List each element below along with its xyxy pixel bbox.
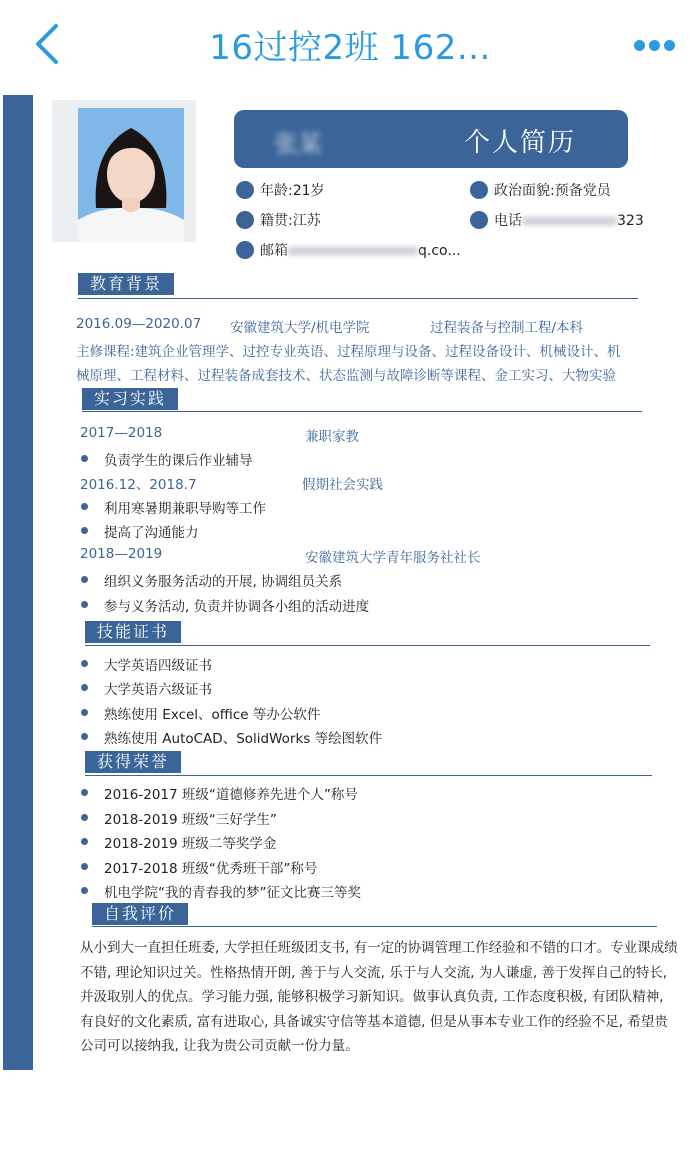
education-major: 过程装备与控制工程/本科 — [430, 320, 584, 336]
education-courses-line2: 械原理、工程材料、过程装备成套技术、状态监测与故障诊断等课程、金工实习、大物实验 — [76, 368, 616, 384]
section-divider — [85, 645, 650, 646]
resume-side-rail — [3, 95, 33, 1070]
practice-period: 2016.12、2018.7 — [80, 477, 197, 493]
practice-period: 2017—2018 — [80, 425, 163, 441]
portrait-image — [78, 108, 184, 242]
person-icon — [470, 181, 488, 199]
education-school: 安徽建筑大学/机电学院 — [230, 320, 370, 336]
list-item: 组织义务服务活动的开展, 协调组员关系 — [104, 570, 342, 590]
section-honors-heading: 获得荣誉 — [85, 751, 181, 773]
section-divider — [92, 926, 657, 927]
practice-period: 2018—2019 — [80, 546, 163, 562]
age-field: 年龄:21岁 — [236, 180, 325, 200]
phone-field: 电话 323 — [470, 210, 644, 230]
location-pin-icon — [236, 211, 254, 229]
political-field: 政治面貌:预备党员 — [470, 180, 611, 200]
phone-icon — [470, 211, 488, 229]
top-nav-bar — [0, 0, 700, 90]
list-item: 参与义务活动, 负责并协调各小组的活动进度 — [104, 595, 369, 615]
list-item: 利用寒暑期兼职导购等工作 — [104, 497, 266, 517]
section-education-heading: 教育背景 — [78, 273, 174, 295]
self-evaluation-text: 从小到大一直担任班委, 大学担任班级团支书, 有一定的协调管理工作经验和不错的口才。专业课成绩不错, 理论知识过关。性格热情开朗, 善于与人交流, 乐于与人交流, 为人谦虚, 善于发挥自己的特长, 并汲取别人的优点。学习能力强, 能够积极学习新知识。做事认真负责, 工作态度积极, 有团队精神, 有良好的文化素质, 富有进取心, 具备诚实守信等基本道德, 但是从事本专业工作的经验不足, 希望贵公司可以接纳我, 让我为贵公司贡献一份力量。 — [80, 940, 678, 1054]
list-item: 负责学生的课后作业辅导 — [104, 449, 253, 469]
list-item: 2018-2019 班级“三好学生” — [104, 808, 277, 828]
list-item: 大学英语四级证书 — [104, 654, 212, 674]
practice-role: 兼职家教 — [305, 429, 359, 445]
page-title: 16过控2班 162... — [209, 28, 491, 68]
section-practice-heading: 实习实践 — [82, 388, 178, 410]
list-item: 机电学院“我的青春我的梦”征文比赛三等奖 — [104, 881, 361, 901]
list-item: 2017-2018 班级“优秀班干部”称号 — [104, 857, 317, 877]
list-item: 大学英语六级证书 — [104, 678, 212, 698]
native-field: 籍贯:江苏 — [236, 210, 321, 230]
resume-title: 个人简历 — [464, 128, 577, 158]
resume-title-bar — [234, 110, 628, 168]
section-skills-heading: 技能证书 — [85, 621, 181, 643]
list-item: 熟练使用 AutoCAD、SolidWorks 等绘图软件 — [104, 727, 382, 747]
list-item: 2016-2017 班级“道德修养先进个人”称号 — [104, 783, 358, 803]
education-period: 2016.09—2020.07 — [76, 316, 202, 332]
practice-role: 假期社会实践 — [302, 477, 383, 493]
email-field: 邮箱 q.co... — [236, 240, 461, 260]
profile-photo — [52, 100, 196, 242]
education-courses-line1: 主修课程:建筑企业管理学、过控专业英语、过程原理与设备、过程设备设计、机械设计、机 — [76, 344, 621, 360]
list-item: 提高了沟通能力 — [104, 521, 199, 541]
list-item: 熟练使用 Excel、office 等办公软件 — [104, 703, 320, 723]
person-icon — [236, 181, 254, 199]
applicant-name: 张某 — [274, 130, 322, 158]
section-divider — [82, 411, 642, 412]
mail-icon — [236, 241, 254, 259]
practice-role: 安徽建筑大学青年服务社社长 — [305, 550, 481, 566]
section-self-heading: 自我评价 — [92, 903, 188, 925]
section-divider — [78, 298, 638, 299]
more-options-icon[interactable] — [634, 36, 680, 50]
list-item: 2018-2019 班级二等奖学金 — [104, 832, 276, 852]
section-divider — [85, 775, 652, 776]
